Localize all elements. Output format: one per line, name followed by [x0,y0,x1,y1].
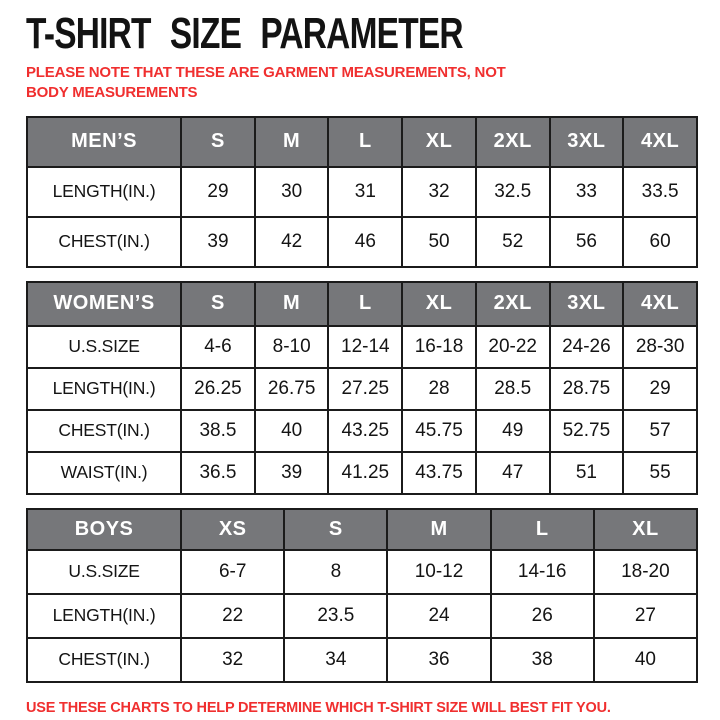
womens-value-cell: 40 [255,410,329,452]
mens-size-header: 3XL [550,117,624,167]
womens-value-cell: 26.25 [181,368,255,410]
garment-measurement-note: PLEASE NOTE THAT THESE ARE GARMENT MEASUREMENTS, NOT BODY MEASUREMENTS [26,64,506,101]
boys-measure-row [27,550,697,594]
womens-value-cell: 24-26 [550,326,624,368]
womens-measure-row [27,410,697,452]
boys-value-cell: 23.5 [284,594,387,638]
boys-value-cell: 32 [181,638,284,682]
page-title: T-SHIRT SIZE PARAMETER [26,9,463,58]
boys-size-header: M [387,509,490,550]
womens-value-cell: 12-14 [328,326,402,368]
boys-size-header: XL [594,509,697,550]
womens-size-header: 3XL [550,282,624,326]
boys-measure-row [27,594,697,638]
mens-size-header: 2XL [476,117,550,167]
womens-value-cell: 27.25 [328,368,402,410]
boys-size-table [26,508,698,683]
womens-header-row [27,282,697,326]
womens-value-cell: 39 [255,452,329,494]
mens-size-table-section [26,116,698,268]
mens-value-cell: 46 [328,217,402,267]
boys-value-cell: 38 [491,638,594,682]
boys-value-cell: 6-7 [181,550,284,594]
mens-size-table [26,116,698,268]
womens-group-label: WOMEN’S [27,282,181,326]
mens-value-cell: 33 [550,167,624,217]
mens-value-cell: 33.5 [623,167,697,217]
womens-value-cell: 8-10 [255,326,329,368]
womens-size-header: 4XL [623,282,697,326]
womens-value-cell: 43.75 [402,452,476,494]
boys-value-cell: 8 [284,550,387,594]
mens-value-cell: 56 [550,217,624,267]
boys-value-cell: 18-20 [594,550,697,594]
mens-value-cell: 52 [476,217,550,267]
womens-row-label: WAIST(IN.) [27,452,181,494]
womens-row-label: LENGTH(IN.) [27,368,181,410]
womens-value-cell: 43.25 [328,410,402,452]
womens-value-cell: 29 [623,368,697,410]
mens-size-header: S [181,117,255,167]
boys-value-cell: 27 [594,594,697,638]
mens-value-cell: 50 [402,217,476,267]
womens-value-cell: 16-18 [402,326,476,368]
womens-measure-row [27,368,697,410]
mens-value-cell: 31 [328,167,402,217]
womens-value-cell: 49 [476,410,550,452]
boys-value-cell: 14-16 [491,550,594,594]
boys-size-header: XS [181,509,284,550]
womens-value-cell: 20-22 [476,326,550,368]
mens-header-row [27,117,697,167]
womens-value-cell: 4-6 [181,326,255,368]
mens-size-header: XL [402,117,476,167]
womens-value-cell: 41.25 [328,452,402,494]
boys-row-label: U.S.SIZE [27,550,181,594]
womens-row-label: CHEST(IN.) [27,410,181,452]
boys-value-cell: 24 [387,594,490,638]
boys-size-header: S [284,509,387,550]
womens-value-cell: 36.5 [181,452,255,494]
womens-value-cell: 57 [623,410,697,452]
mens-group-label: MEN’S [27,117,181,167]
womens-value-cell: 51 [550,452,624,494]
womens-measure-row [27,326,697,368]
mens-value-cell: 60 [623,217,697,267]
womens-value-cell: 47 [476,452,550,494]
mens-measure-row [27,217,697,267]
mens-value-cell: 42 [255,217,329,267]
womens-value-cell: 38.5 [181,410,255,452]
womens-value-cell: 45.75 [402,410,476,452]
womens-value-cell: 28-30 [623,326,697,368]
fit-advice-note: USE THESE CHARTS TO HELP DETERMINE WHICH T-SHIRT SIZE WILL BEST FIT YOU. [26,699,611,716]
boys-size-table-section [26,508,698,683]
boys-size-header: L [491,509,594,550]
boys-value-cell: 22 [181,594,284,638]
mens-size-header: 4XL [623,117,697,167]
boys-header-row [27,509,697,550]
mens-value-cell: 32 [402,167,476,217]
womens-value-cell: 28.5 [476,368,550,410]
womens-size-header: M [255,282,329,326]
boys-row-label: LENGTH(IN.) [27,594,181,638]
womens-size-table [26,281,698,495]
mens-size-header: M [255,117,329,167]
boys-group-label: BOYS [27,509,181,550]
mens-measure-row [27,167,697,217]
womens-size-header: 2XL [476,282,550,326]
mens-value-cell: 29 [181,167,255,217]
boys-value-cell: 10-12 [387,550,490,594]
womens-size-table-section [26,281,698,495]
mens-value-cell: 39 [181,217,255,267]
womens-value-cell: 55 [623,452,697,494]
womens-size-header: L [328,282,402,326]
womens-value-cell: 52.75 [550,410,624,452]
boys-measure-row [27,638,697,682]
boys-value-cell: 40 [594,638,697,682]
womens-measure-row [27,452,697,494]
womens-value-cell: 28 [402,368,476,410]
mens-value-cell: 32.5 [476,167,550,217]
womens-size-header: S [181,282,255,326]
mens-size-header: L [328,117,402,167]
womens-value-cell: 28.75 [550,368,624,410]
womens-value-cell: 26.75 [255,368,329,410]
mens-row-label: CHEST(IN.) [27,217,181,267]
boys-value-cell: 36 [387,638,490,682]
mens-value-cell: 30 [255,167,329,217]
boys-value-cell: 34 [284,638,387,682]
boys-value-cell: 26 [491,594,594,638]
womens-row-label: U.S.SIZE [27,326,181,368]
mens-row-label: LENGTH(IN.) [27,167,181,217]
boys-row-label: CHEST(IN.) [27,638,181,682]
womens-size-header: XL [402,282,476,326]
